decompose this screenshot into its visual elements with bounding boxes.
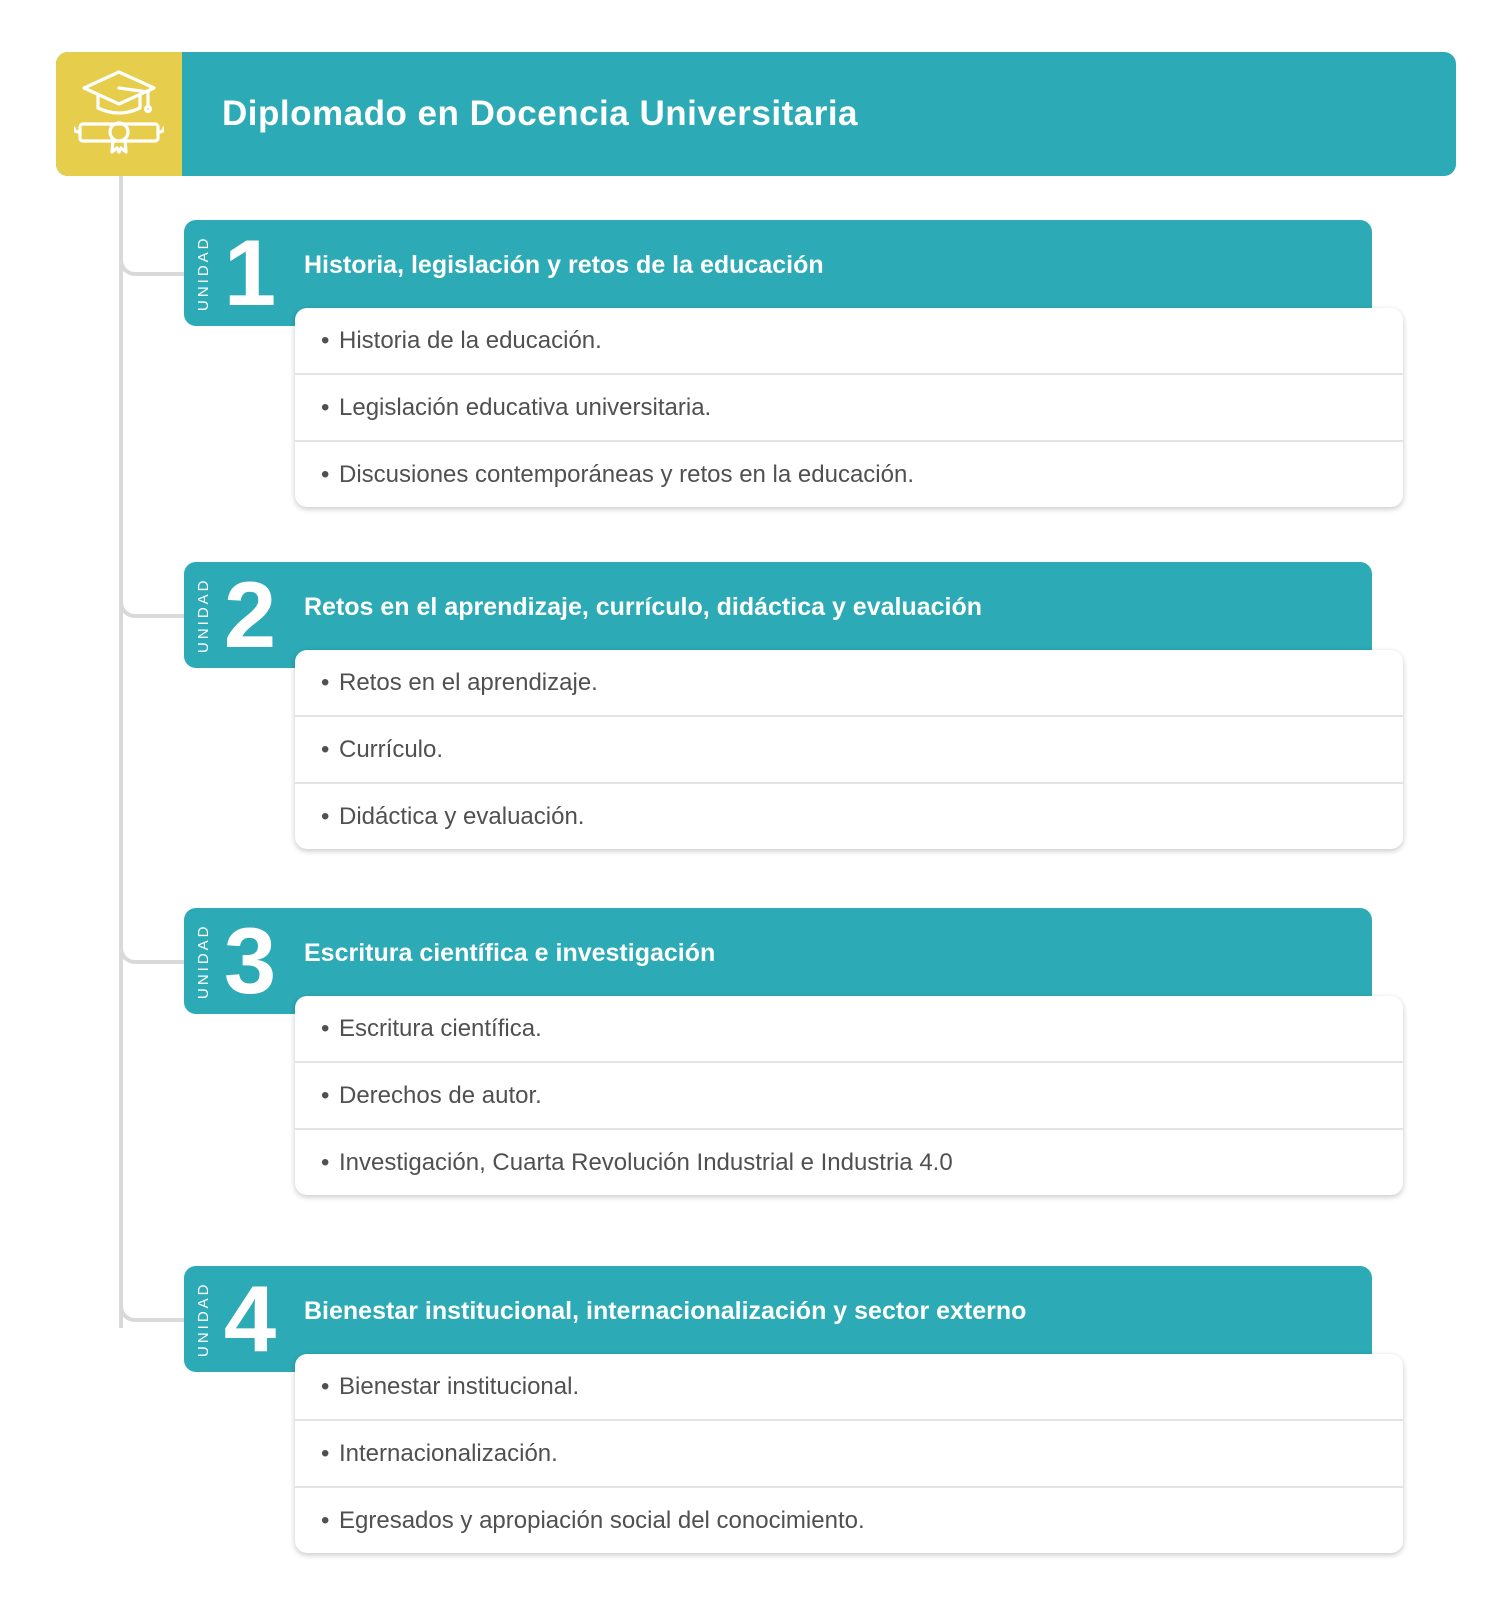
unit-label: UNIDAD: [195, 1281, 212, 1357]
topic-text: Bienestar institucional.: [339, 1373, 580, 1400]
list-item: [295, 1130, 1403, 1195]
list-item: [295, 308, 1403, 375]
unit-title: Retos en el aprendizaje, currículo, didáctica y evaluación: [304, 593, 983, 621]
topic-text: Currículo.: [339, 736, 444, 763]
unit-label: UNIDAD: [195, 577, 212, 653]
graduation-diploma-icon: [74, 68, 164, 158]
unit-number: 4: [223, 1266, 277, 1371]
unit-2-topics: [295, 650, 1403, 849]
list-item: [295, 1421, 1403, 1488]
unit-1-topics: [295, 308, 1403, 507]
bullet: •: [321, 1149, 330, 1176]
list-item: [295, 375, 1403, 442]
list-item: [295, 1488, 1403, 1553]
tree-line: [119, 176, 123, 1328]
bullet: •: [321, 1015, 330, 1042]
unit-number: 2: [223, 562, 277, 667]
topic-text: Discusiones contemporáneas y retos en la educación.: [339, 461, 914, 488]
topic-text: Escritura científica.: [339, 1015, 542, 1042]
bullet: •: [321, 1373, 330, 1400]
unit-label: UNIDAD: [195, 235, 212, 311]
bullet: •: [321, 461, 330, 488]
bullet: •: [321, 327, 330, 354]
topic-text: Egresados y apropiación social del conocimiento.: [339, 1507, 865, 1534]
diploma-header: [56, 52, 1456, 176]
list-item: [295, 650, 1403, 717]
unit-connector: [119, 944, 185, 964]
unit-connector: [119, 256, 185, 276]
list-item: [295, 442, 1403, 507]
unit-label: UNIDAD: [195, 923, 212, 999]
unit-3-topics: [295, 996, 1403, 1195]
page-title: Diplomado en Docencia Universitaria: [222, 94, 859, 133]
unit-connector: [119, 598, 185, 618]
header-icon-box: [56, 52, 182, 176]
bullet: •: [321, 669, 330, 696]
unit-title: Historia, legislación y retos de la educación: [304, 251, 824, 279]
list-item: [295, 784, 1403, 849]
unit-connector: [119, 1302, 185, 1322]
topic-text: Internacionalización.: [339, 1440, 558, 1467]
unit-title: Escritura científica e investigación: [304, 939, 716, 967]
unit-number: 3: [223, 908, 277, 1013]
unit-4-topics: [295, 1354, 1403, 1553]
bullet: •: [321, 1082, 330, 1109]
topic-text: Didáctica y evaluación.: [339, 803, 585, 830]
bullet: •: [321, 736, 330, 763]
unit-number: 1: [223, 220, 277, 325]
topic-text: Legislación educativa universitaria.: [339, 394, 712, 421]
topic-text: Derechos de autor.: [339, 1082, 542, 1109]
list-item: [295, 996, 1403, 1063]
topic-text: Historia de la educación.: [339, 327, 602, 354]
bullet: •: [321, 1507, 330, 1534]
list-item: [295, 1354, 1403, 1421]
bullet: •: [321, 803, 330, 830]
unit-title: Bienestar institucional, internacionalización y sector externo: [304, 1297, 1027, 1325]
list-item: [295, 717, 1403, 784]
list-item: [295, 1063, 1403, 1130]
topic-text: Investigación, Cuarta Revolución Industrial e Industria 4.0: [339, 1149, 953, 1176]
bullet: •: [321, 1440, 330, 1467]
bullet: •: [321, 394, 330, 421]
topic-text: Retos en el aprendizaje.: [339, 669, 598, 696]
